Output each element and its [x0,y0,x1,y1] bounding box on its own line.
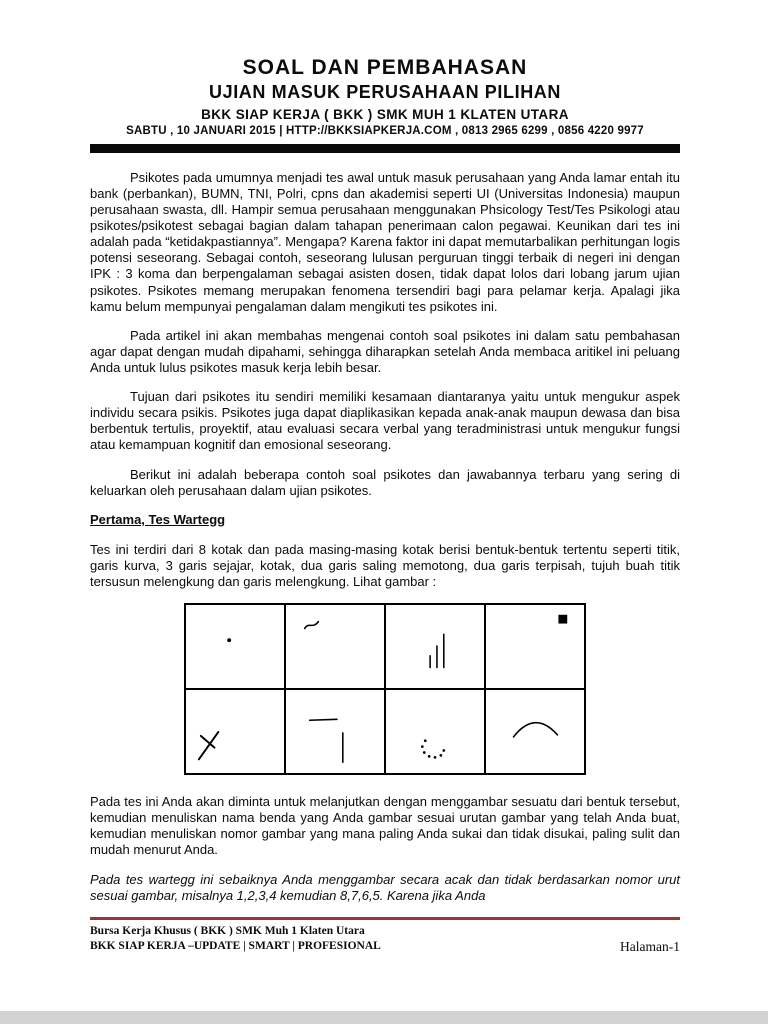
wavy-curve-icon [286,605,384,688]
document-footer [90,917,680,955]
wartegg-box-1 [185,604,285,689]
wartegg-box-7 [385,689,485,774]
black-square-icon [486,605,584,688]
horizontal-and-vertical-lines-icon [286,690,384,773]
downward-arc-icon [486,690,584,773]
wartegg-box-5 [185,689,285,774]
seven-dots-arc-icon [386,690,484,773]
wartegg-box-4 [485,604,585,689]
two-crossing-diagonals-icon [186,690,284,773]
paragraph-tips-italic: Pada tes wartegg ini sebaiknya Anda menggambar secara acak dan tidak berdasarkan nomor urut sesuai gambar, misalnya 1,2,3,4 kemudian 8,7,6,5. Karena jika Anda [90,871,680,903]
wartegg-box-8 [485,689,585,774]
paragraph-artikel: Pada artikel ini akan membahas mengenai contoh soal psikotes ini dalam satu pembahasan agar dapat dengan mudah dipahami, sehingga diharapkan setelah Anda membaca aritikel ini peluang Anda untuk lulus psikotes masuk kerja lebih besar. [90,327,680,376]
paragraph-instruksi: Pada tes ini Anda akan diminta untuk melanjutkan dengan menggambar sesuatu dari bentuk tersebut, kemudian menuliskan nama benda yang Anda gambar sesuai urutan gambar yang telah Anda buat, kemudian menuliskan nomor gambar yang mana paling Anda sukai dan tidak disukai, paling sulit dan mudah menurut Anda. [90,794,680,858]
section-heading-tes-wartegg: Pertama, Tes Wartegg [90,511,226,527]
organization-line: BKK SIAP KERJA ( BKK ) SMK MUH 1 KLATEN UTARA [201,106,569,122]
paragraph-intro-psikotes: Psikotes pada umumnya menjadi tes awal untuk masuk perusahaan yang Anda lamar entah itu bank (perbankan), BUMN, TNI, Polri, cpns dan akademisi seperti UI (Universitas Indonesia) maupun perusahaan swasta, dll. Hampir semua perusahaan menggunakan Phsicology Test/Tes Psikologi atau psikotes/psikotest sebagai bagian dalam tahapan penerimaan calon pegawai. Keunikan dari tes ini adalah pada “ketidakpastiannya”. Mengapa? Karena faktor ini dapat memutarbalikan perhitungan logis potensi seseorang. Sebagai contoh, seseorang lulusan perguruan tinggi terbaik di negeri ini dengan IPK : 3 koma dan berpengalaman sebagai asisten dosen, tidak dapat lolos dari lobang jarum ujian psikotes. Psikotes memang merupakan fenomena tersendiri bagi para pelamar kerja. Apalagi jika kamu belum mempunyai pengalaman dalam mengikuti tes psikotes ini. [90,169,680,314]
document-header [90,56,680,153]
page-number: Halaman-1 [620,938,680,954]
wartegg-test-figure [184,603,586,775]
three-rising-vertical-lines-icon [386,605,484,688]
paragraph-tujuan: Tujuan dari psikotes itu sendiri memiliki kesamaan diantaranya yaitu untuk mengukur aspek individu secara psikis. Psikotes juga dapat diaplikasikan kepada anak-anak maupun dewasa dan bisa berbentuk tertulis, proyektif, atau evaluasi secara verbal yang teradministrasi untuk mengukur fungsi atau kemampuan kognitif dan emosional seseorang. [90,389,680,453]
paragraph-berikut: Berikut ini adalah beberapa contoh soal psikotes dan jawabannya terbaru yang sering di keluarkan oleh perusahaan dalam ujian psikotes. [90,466,680,498]
wartegg-box-3 [385,604,485,689]
date-contact-line: SABTU , 10 JANUARI 2015 | HTTP://BKKSIAPKERJA.COM , 0813 2965 6299 , 0856 4220 9977 [126,124,644,137]
document-body [90,170,680,917]
document-title: SOAL DAN PEMBAHASAN [242,56,528,79]
footer-text-block [90,924,381,955]
wartegg-box-6 [285,689,385,774]
dot-icon [186,605,284,688]
footer-divider-rule [90,917,680,920]
footer-tagline: BKK SIAP KERJA –UPDATE | SMART | PROFESIONAL [90,940,381,953]
wartegg-box-2 [285,604,385,689]
document-subtitle: UJIAN MASUK PERUSAHAAN PILIHAN [208,82,562,103]
paragraph-deskripsi-tes: Tes ini terdiri dari 8 kotak dan pada masing-masing kotak berisi bentuk-bentuk tertentu seperti titik, garis kurva, 3 garis sejajar, kotak, dua garis saling memotong, dua garis terpisah, tujuh buah titik tersusun melengkung dan garis melengkung. Lihat gambar : [90,541,680,590]
footer-org-line: Bursa Kerja Khusus ( BKK ) SMK Muh 1 Klaten Utara [90,924,365,937]
header-divider-rule [90,144,680,153]
